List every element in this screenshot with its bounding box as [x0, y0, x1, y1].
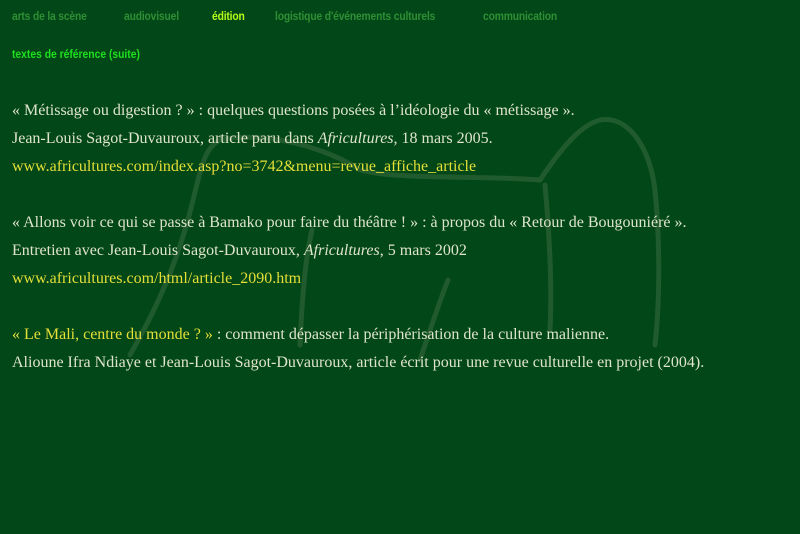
entry-title	[12, 321, 798, 349]
nav-item-audiovisuel[interactable]: audiovisuel	[124, 9, 179, 23]
entry-title: « Métissage ou digestion ? » : quelques questions posées à l’idéologie du « métissage ».	[12, 102, 575, 119]
entry-author	[12, 125, 798, 153]
reference-entry-3	[12, 321, 798, 377]
entry-title-rest: : comment dépasser la périphérisation de la culture malienne.	[212, 326, 610, 343]
nav-item-logistique[interactable]: logistique d'événements culturels	[275, 9, 436, 23]
entry-publication: Africultures	[317, 130, 394, 147]
nav-item-edition[interactable]: édition	[212, 9, 245, 23]
nav-item-arts-scene[interactable]: arts de la scène	[12, 9, 87, 23]
entry-link[interactable]: www.africultures.com/html/article_2090.htm	[12, 270, 302, 287]
entry-date: , 5 mars 2002	[379, 242, 467, 259]
reference-entry-1	[12, 97, 798, 181]
entry-title: « Allons voir ce qui se passe à Bamako pour faire du théâtre ! » : à propos du « Retour de Bougouniéré ».	[12, 214, 687, 231]
entry-author-text: Entretien avec Jean-Louis Sagot-Duvauroux,	[12, 242, 304, 259]
reference-list	[12, 97, 798, 405]
entry-title-link[interactable]: « Le Mali, centre du monde ? »	[12, 326, 213, 343]
section-title: textes de référence (suite)	[12, 47, 140, 61]
reference-entry-2	[12, 209, 798, 293]
entry-author-text: Jean-Louis Sagot-Duvauroux, article paru dans	[12, 130, 318, 147]
entry-publication: Africultures	[303, 242, 380, 259]
entry-author: Alioune Ifra Ndiaye et Jean-Louis Sagot-Duvauroux, article écrit pour une revue culturelle en projet (2004).	[12, 354, 705, 371]
nav-item-communication[interactable]: communication	[483, 9, 558, 23]
entry-date: , 18 mars 2005.	[393, 130, 493, 147]
entry-link[interactable]: www.africultures.com/index.asp?no=3742&menu=revue_affiche_article	[12, 158, 477, 175]
entry-author	[12, 237, 798, 265]
